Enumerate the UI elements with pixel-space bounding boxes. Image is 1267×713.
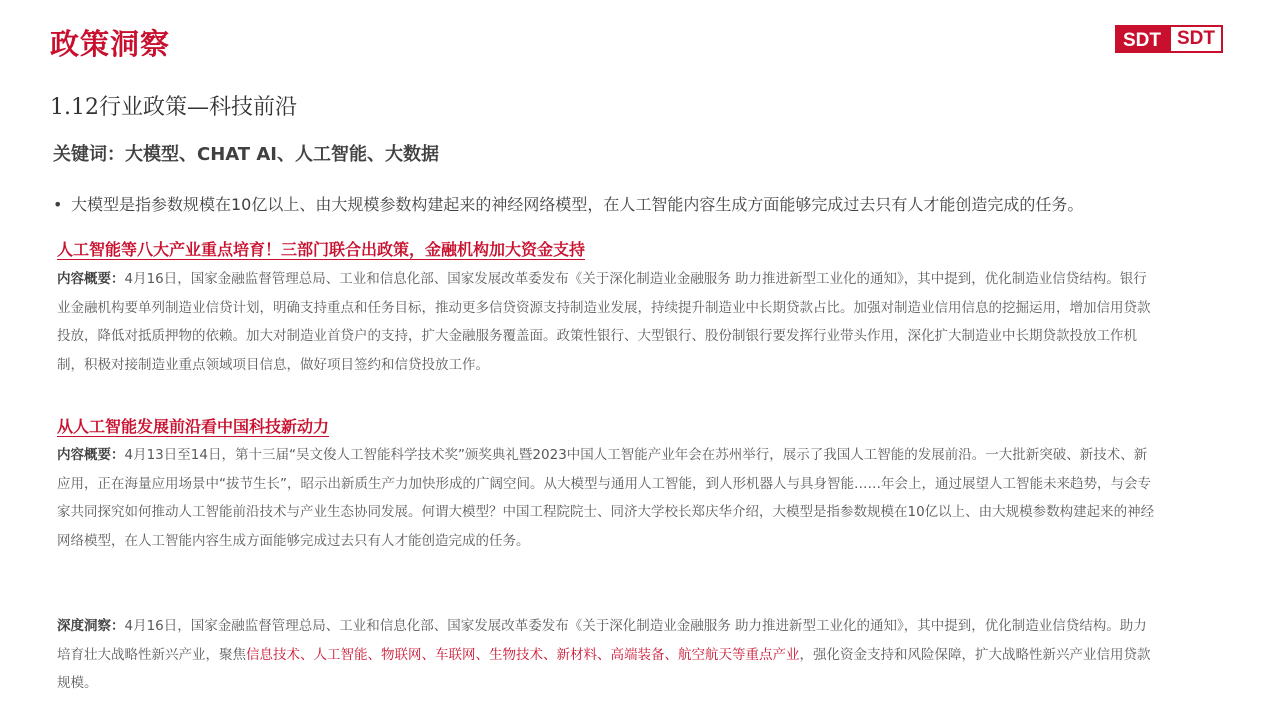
news-summary-1 — [57, 265, 1157, 379]
insight-highlight: 信息技术、人工智能、物联网、车联网、生物技术、新材料、高端装备、航空航天等重点产业 — [246, 646, 800, 663]
section-title: 1.12行业政策—科技前沿 — [50, 95, 297, 120]
summary-label: 内容概要： — [57, 447, 125, 463]
logo-left-text: SDT — [1115, 25, 1169, 53]
page-title: 政策洞察 — [50, 27, 171, 61]
summary-bullet — [53, 192, 1253, 215]
summary-label: 内容概要： — [57, 271, 125, 287]
insight-label: 深度洞察： — [57, 618, 125, 634]
deep-insight — [57, 612, 1157, 698]
bullet-text: 大模型是指参数规模在10亿以上、由大规模参数构建起来的神经网络模型，在人工智能内容生成方面能够完成过去只有人才能创造完成的任务。 — [71, 195, 1084, 214]
insight-text-before: 4月16日，国家金融监督管理总局、工业和信息化部、国家发展改革委发布《关于深化制造业金融服务 助力推进新型工业化的通知》，其中提到，优化制造业信贷结构。助力培育壮大战略性新兴产业，聚焦 — [57, 618, 1147, 663]
sdt-logo — [1115, 25, 1223, 53]
summary-text: 4月16日，国家金融监督管理总局、工业和信息化部、国家发展改革委发布《关于深化制造业金融服务 助力推进新型工业化的通知》，其中提到，优化制造业信贷结构。银行业金融机构要单列制造业信贷计划，明确支持重点和任务目标，推动更多信贷资源支持制造业发展，持续提升制造业中长期贷款占比。加强对制造业信用信息的挖掘运用，增加信用贷款投放，降低对抵质押物的依赖。加大对制造业首贷户的支持，扩大金融服务覆盖面。政策性银行、大型银行、股份制银行要发挥行业带头作用，深化扩大制造业中长期贷款投放工作机制，积极对接制造业重点领域项目信息，做好项目签约和信贷投放工作。 — [57, 271, 1151, 373]
logo-right-text: SDT — [1169, 25, 1223, 53]
bullet-dot-icon: • — [53, 195, 63, 214]
news-summary-2 — [57, 441, 1157, 555]
keywords-line: 关键词：大模型、CHAT AI、人工智能、大数据 — [53, 144, 439, 165]
insight-text-after: ，强化资金支持和风险保障，扩大战略性新兴产业信用贷款规模。 — [57, 646, 1151, 691]
summary-text: 4月13日至14日，第十三届“吴文俊人工智能科学技术奖”颁奖典礼暨2023中国人工智能产业年会在苏州举行，展示了我国人工智能的发展前沿。一大批新突破、新技术、新应用，正在海量应用场景中“拔节生长”，昭示出新质生产力加快形成的广阔空间。从大模型与通用人工智能，到人形机器人与具身智能……年会上，通过展望人工智能未来趋势，与会专家共同探究如何推动人工智能前沿技术与产业生态协同发展。何谓大模型？中国工程院院士、同济大学校长郑庆华介绍，大模型是指参数规模在10亿以上、由大规模参数构建起来的神经网络模型，在人工智能内容生成方面能够完成过去只有人才能创造完成的任务。 — [57, 447, 1155, 549]
news-title-1[interactable]: 人工智能等八大产业重点培育！三部门联合出政策，金融机构加大资金支持 — [57, 240, 586, 259]
news-title-2[interactable]: 从人工智能发展前沿看中国科技新动力 — [57, 417, 330, 436]
